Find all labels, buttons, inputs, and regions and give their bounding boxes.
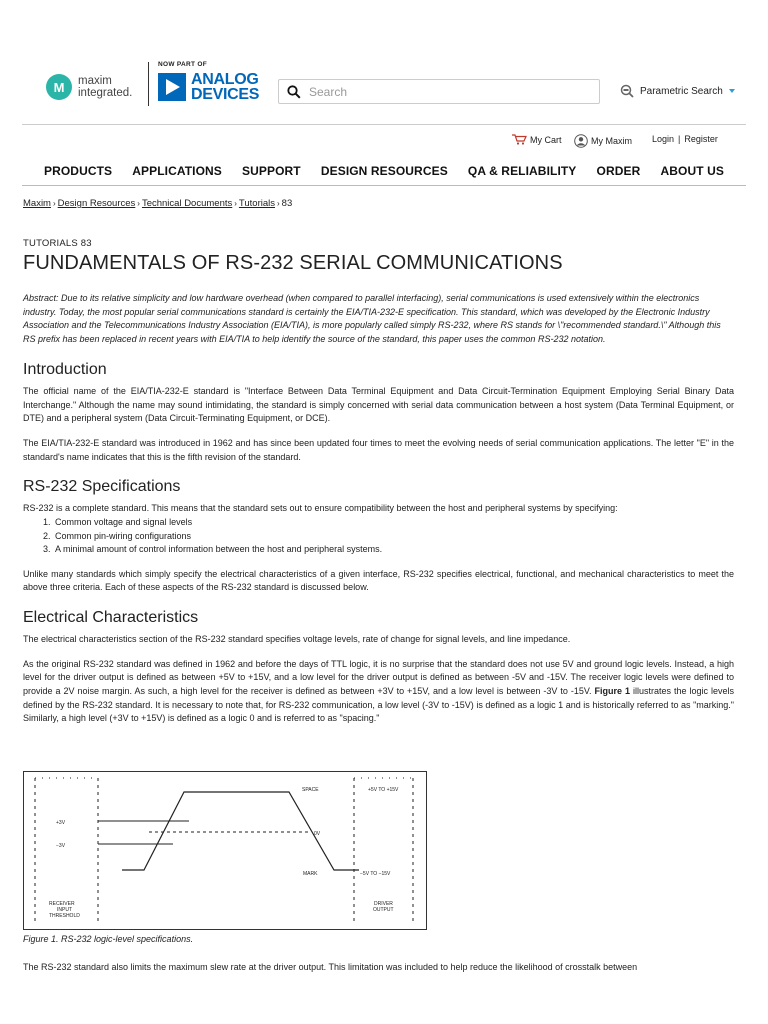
label-plus3v: +3V xyxy=(56,820,66,826)
label-input: INPUT xyxy=(57,907,72,913)
nav-item-about-us[interactable]: ABOUT US xyxy=(660,163,724,178)
maxim-logo[interactable] xyxy=(46,74,132,100)
breadcrumb-link-maxim[interactable]: Maxim xyxy=(23,198,51,209)
my-maxim-label: My Maxim xyxy=(591,136,632,146)
login-link[interactable]: Login xyxy=(652,134,675,144)
search-box[interactable] xyxy=(278,79,600,104)
chevron-down-icon[interactable] xyxy=(729,89,735,93)
breadcrumb xyxy=(23,198,292,209)
label-minus3v: −3V xyxy=(56,843,66,849)
user-icon xyxy=(574,134,588,148)
paragraph: The RS-232 standard also limits the maximum slew rate at the driver output. This limitation was included to help reduce the likelihood of crosstalk between xyxy=(23,962,638,972)
parametric-search-icon xyxy=(620,84,634,98)
figure-logic-levels xyxy=(23,771,427,930)
analog-devices-logo[interactable] xyxy=(158,72,259,102)
article-kicker: TUTORIALS 83 xyxy=(23,238,92,249)
main-nav xyxy=(22,156,746,186)
analog-devices-triangle-icon xyxy=(158,73,186,101)
nav-item-design-resources[interactable]: DESIGN RESOURCES xyxy=(320,163,448,178)
section-heading-electrical-characteristics: Electrical Characteristics xyxy=(23,608,199,626)
label-driver: DRIVER xyxy=(374,901,393,907)
paragraph: RS-232 is a complete standard. This means that the standard sets out to ensure compatibility between the host and peripheral systems by specifying: xyxy=(23,503,618,514)
nav-item-support[interactable]: SUPPORT xyxy=(242,163,301,178)
label-0v: 0V xyxy=(314,831,321,837)
list-item: 2. Common pin-wiring configurations xyxy=(53,530,734,544)
now-part-of-label: NOW PART OF xyxy=(158,61,208,68)
label-space: SPACE xyxy=(302,787,319,793)
label-receiver: RECEIVER xyxy=(49,901,75,907)
paragraph: The EIA/TIA-232-E standard was introduced in 1962 and has since been updated four times to meet the evolving needs of serial communication applications. The letter "E" in the standard's name indicates that this is the fifth revision of the standard. xyxy=(23,437,734,462)
nav-item-products[interactable]: PRODUCTS xyxy=(44,163,113,178)
label-mark: MARK xyxy=(303,871,318,877)
parametric-search[interactable] xyxy=(620,84,735,98)
register-link[interactable]: Register xyxy=(684,134,718,144)
figure-caption: Figure 1. RS-232 logic-level specifications. xyxy=(23,934,194,944)
paragraph-text: illustrates the logic levels defined by the RS-232 standard. It is necessary to note that, for RS-232 communication, a low level (-3V to -15V) is defined as a logic 1 and is historically referred to as "marking." Similarly, a high level (+3V to +15V) is defined as a logic 0 and is referred to as "spacing." xyxy=(23,686,735,724)
breadcrumb-link-technical-documents[interactable]: Technical Documents xyxy=(141,198,233,209)
paragraph: Unlike many standards which simply specify the electrical characteristics of a given interface, RS-232 specifies electrical, functional, and mechanical characteristics to meet the above three criteria. Each of these aspects of the RS-232 standard is discussed below. xyxy=(23,568,734,593)
header-divider xyxy=(22,124,746,125)
list-item: 1. Common voltage and signal levels xyxy=(53,516,734,530)
logo-divider xyxy=(148,62,149,106)
paragraph xyxy=(23,658,734,727)
logic-level-diagram xyxy=(24,772,426,929)
breadcrumb-link-design-resources[interactable]: Design Resources xyxy=(57,198,136,209)
maxim-logo-line1: maxim xyxy=(78,75,112,87)
article-abstract: Abstract: Due to its relative simplicity and low hardware overhead (when compared to parallel interfacing), serial communications is used extensively within the electronics industry. Today, the most popular serial communications standard is certainly the EIA/TIA-232-E specification. This standard, which was developed by the Electronic Industry Association and the Telecommunications Industry Association (EIA/TIA), is more popularly called simply RS-232, where RS stands for \"recommended standard.\" Although this RS prefix has been replaced in recent years with EIA/TIA to help identify the source of the standard, this paper uses the common RS-232 notation. xyxy=(23,293,721,345)
breadcrumb-separator: › xyxy=(137,199,140,208)
breadcrumb-separator: › xyxy=(52,199,56,208)
adi-line2: DEVICES xyxy=(191,86,260,103)
article xyxy=(23,238,734,726)
my-maxim-link[interactable] xyxy=(574,134,632,148)
login-separator: | xyxy=(678,134,681,144)
spec-list xyxy=(53,516,734,557)
label-output: OUTPUT xyxy=(373,907,394,913)
label-minus5-15: −5V TO −15V xyxy=(360,871,391,877)
search-input[interactable] xyxy=(309,81,579,102)
site-header xyxy=(0,0,768,125)
nav-item-applications[interactable]: APPLICATIONS xyxy=(132,163,222,178)
figure-reference: Figure 1 xyxy=(594,686,631,697)
cart-icon xyxy=(512,134,527,145)
label-threshold: THRESHOLD xyxy=(49,913,80,919)
breadcrumb-current: 83 xyxy=(281,198,293,209)
page-title: FUNDAMENTALS OF RS-232 SERIAL COMMUNICATIONS xyxy=(23,252,563,274)
paragraph: The official name of the EIA/TIA-232-E standard is "Interface Between Data Terminal Equipment and Data Circuit-Termination Equipment Employing Serial Binary Data Interchange." Although the name may sound intimidating, the standard is simply concerned with serial data communication between a host system (Data Terminal Equipment, or DTE) and a peripheral system (Data Circuit-Terminating Equipment, or DCE). xyxy=(23,385,734,424)
section-heading-rs232-specifications: RS-232 Specifications xyxy=(23,478,181,496)
paragraph: The electrical characteristics section of the RS-232 standard specifies voltage levels, rate of change for signal levels, and line impedance. xyxy=(23,633,571,644)
parametric-search-label: Parametric Search xyxy=(640,85,723,97)
search-icon[interactable] xyxy=(279,80,309,103)
my-cart-link[interactable] xyxy=(512,134,562,145)
maxim-logo-text xyxy=(78,75,132,99)
login-register xyxy=(652,134,718,144)
maxim-logo-mark: M xyxy=(46,74,72,100)
section-heading-introduction: Introduction xyxy=(23,360,107,378)
maxim-logo-line2: integrated. xyxy=(78,87,133,99)
my-cart-label: My Cart xyxy=(530,134,562,145)
nav-item-qa-reliability[interactable]: QA & RELIABILITY xyxy=(467,163,577,178)
label-plus5-15: +5V TO +15V xyxy=(368,787,399,793)
adi-line1: ANALOG xyxy=(191,71,259,88)
breadcrumb-link-tutorials[interactable]: Tutorials xyxy=(238,198,275,209)
breadcrumb-separator: › xyxy=(234,199,237,208)
paragraph-text: As the original RS-232 standard was defined in 1962 and before the days of TTL logic, it is no surprise that the standard does not use 5V and ground logic levels. Instead, a high level for the driver output is defined as between +5V to +15V, and a low level for the driver output is defined as between -5V and -15V. The receiver logic levels were defined to provide a 2V noise margin. As such, a high level for the receiver is defined as between +3V to +15V, and a low level is between -3V to -15V. xyxy=(23,658,734,697)
nav-item-order[interactable]: ORDER xyxy=(596,163,641,178)
breadcrumb-separator: › xyxy=(277,199,280,208)
list-item: 3. A minimal amount of control information between the host and peripheral systems. xyxy=(53,543,734,557)
analog-devices-logo-text xyxy=(191,72,259,102)
